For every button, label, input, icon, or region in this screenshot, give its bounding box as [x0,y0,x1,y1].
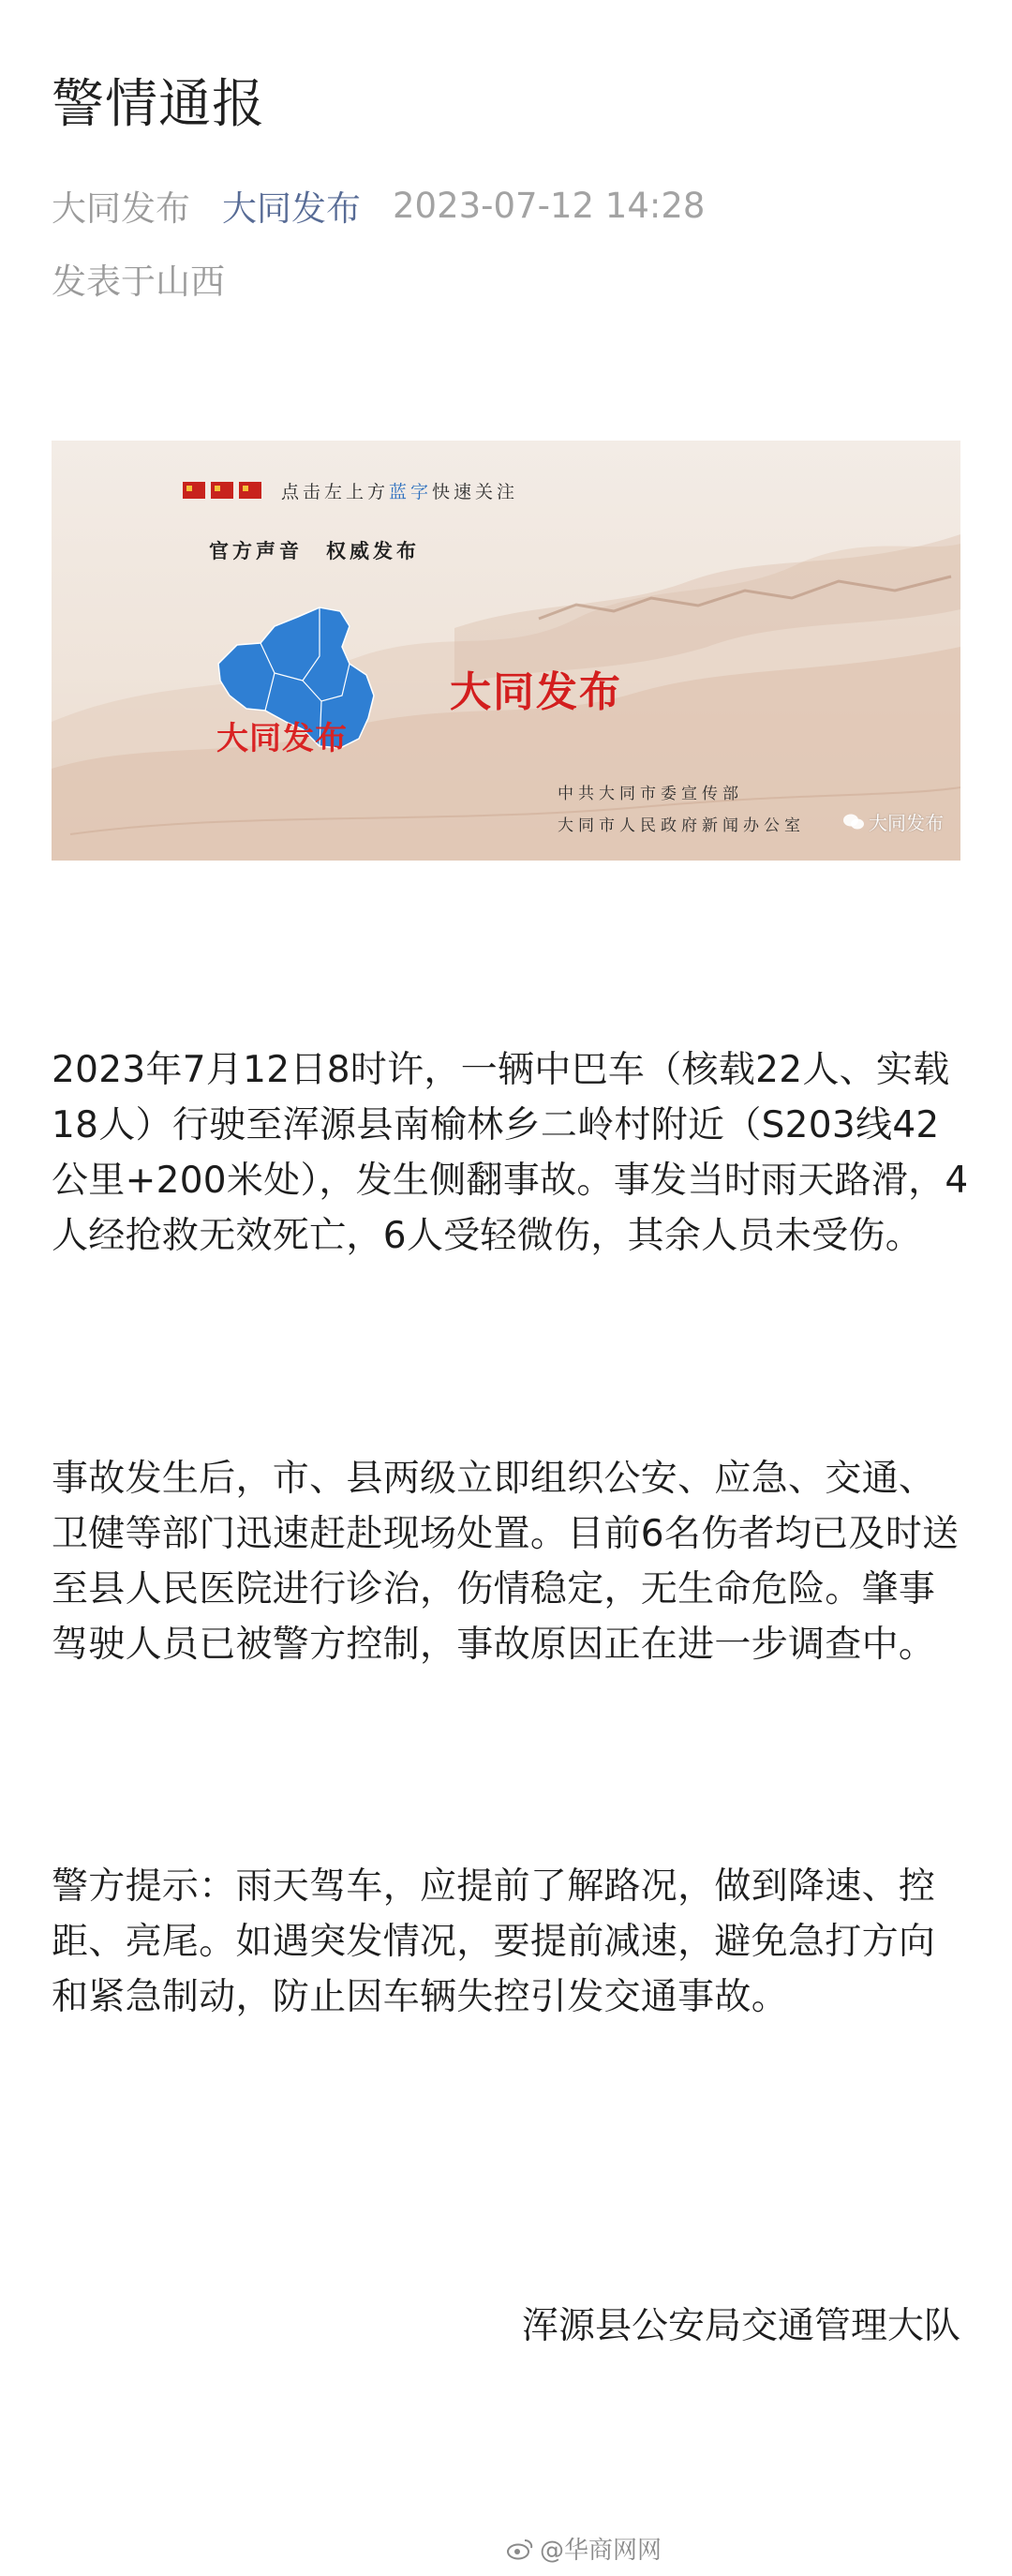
flag-icons [183,482,261,499]
body-paragraph-2: 事故发生后，市、县两级立即组织公安、应急、交通、卫健等部门迅速赶赴现场处置。目前6名伤者均已及时送至县人民医院进行诊治，伤情稳定，无生命危险。肇事驾驶人员已被警方控制，事故原因正在进一步调查中。 [52,1458,960,1666]
map-label: 大同发布 [216,720,348,757]
red-flag-icon [239,482,261,499]
banner-watermark [842,808,944,835]
body-paragraph-3: 警方提示：雨天驾车，应提前了解路况，做到降速、控距、亮尾。如遇突发情况，要提前减速，避免急打方向和紧急制动，防止因车辆失控引发交通事故。 [52,1865,936,2018]
publish-datetime: 2023-07-12 14:28 [393,185,706,226]
footer-watermark-text: @华商网网 [540,2537,662,2565]
watermark-text: 大同发布 [869,812,944,834]
issuer-signature: 浑源县公安局交通管理大队 [521,2305,960,2347]
source-name: 大同发布 [52,188,190,229]
notice-text-post: 快速关注 [432,482,519,502]
banner-slogan: 官方声音 权威发布 [209,540,420,562]
notice-text-highlight: 蓝字 [389,482,433,502]
account-link[interactable]: 大同发布 [222,188,361,229]
weibo-icon [506,2538,534,2560]
mountain-landscape-illustration [52,441,960,861]
banner-follow-notice [281,478,518,503]
meta-row [52,182,705,229]
article-title: 警情通报 [52,74,265,135]
publish-location: 发表于山西 [52,262,225,302]
body-paragraph-1: 2023年7月12日8时许，一辆中巴车（核载22人、实载18人）行驶至浑源县南榆林乡二岭村附近（S203线42公里+200米处），发生侧翻事故。事发当时雨天路滑，4人经抢救无效死亡，6人受轻微伤，其余人员未受伤。 [52,1049,969,1257]
header-banner-image [52,441,960,861]
publisher-department-2: 大同市人民政府新闻办公室 [558,816,805,835]
footer-watermark [506,2531,662,2566]
wechat-icon [842,813,865,831]
banner-brand-title: 大同发布 [450,668,622,716]
notice-text-pre: 点击左上方 [281,482,390,502]
red-flag-icon [183,482,205,499]
publisher-department-1: 中共大同市委宣传部 [558,785,743,803]
red-flag-icon [211,482,233,499]
